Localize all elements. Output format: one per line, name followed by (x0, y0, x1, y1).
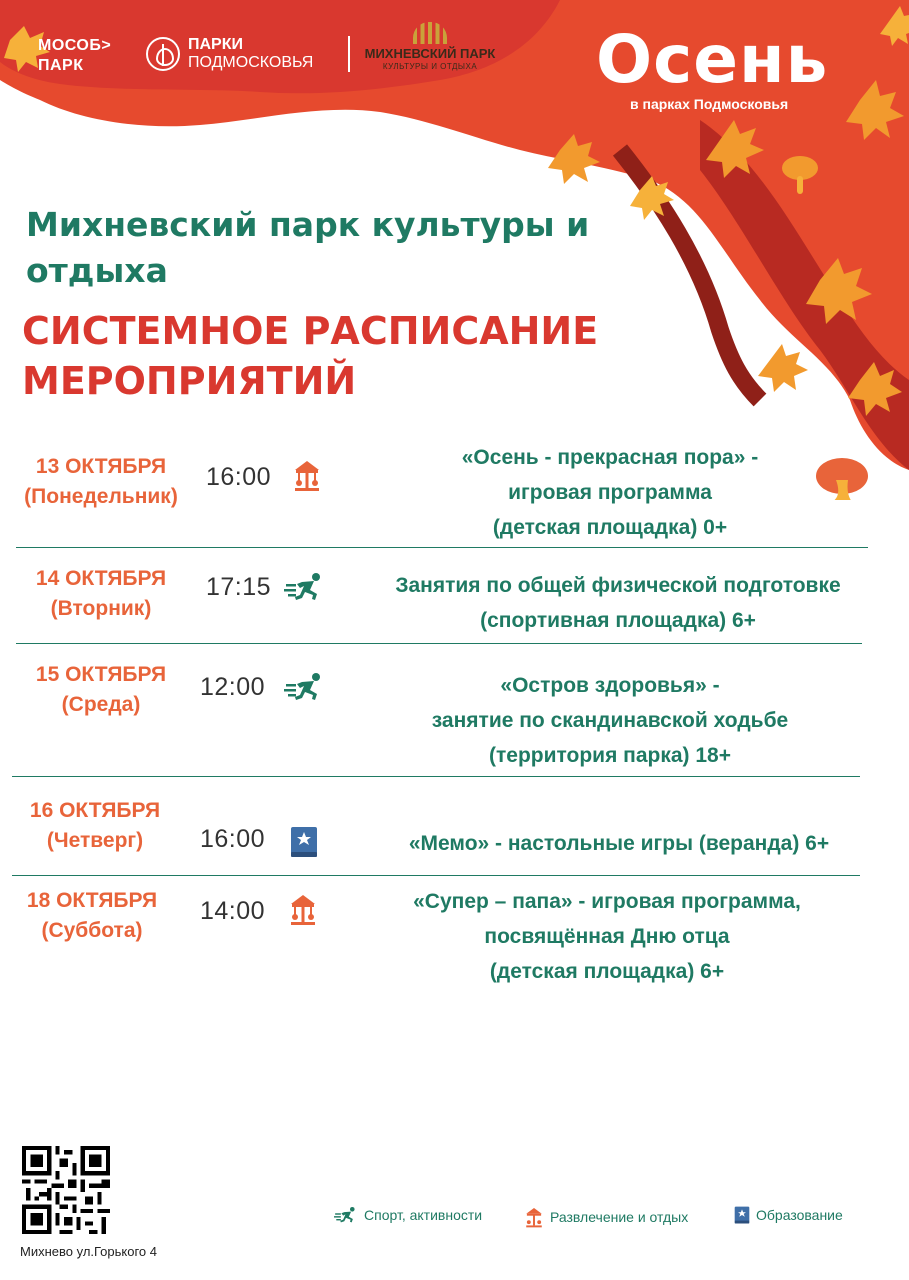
event-time: 16:00 (200, 825, 266, 853)
runner-icon (284, 572, 326, 602)
event-weekday: (Понедельник) (24, 485, 178, 508)
event-line: игровая программа (508, 481, 712, 504)
event-description (352, 884, 862, 989)
event-line: (детская площадка) 6+ (489, 960, 725, 983)
row-divider (12, 776, 860, 777)
season-subtitle: в парках Подмосковья (630, 96, 789, 112)
event-line: (спортивная площадка) 6+ (480, 609, 756, 632)
event-date-day: 13 ОКТЯБРЯ (35, 455, 167, 478)
leaf-circle-icon (146, 37, 180, 71)
mikh-logo-line2: КУЛЬТУРЫ И ОТДЫХА (382, 62, 478, 71)
carousel-icon (292, 458, 322, 492)
event-description (360, 668, 860, 773)
event-weekday: (Среда) (61, 693, 141, 716)
legend-label-entertainment: Развлечение и отдых (550, 1209, 689, 1225)
row-divider (12, 875, 860, 876)
event-date (0, 796, 190, 856)
logo-divider (348, 36, 350, 72)
event-line: (детская площадка) 0+ (492, 516, 728, 539)
event-line: «Супер – папа» - игровая программа, (413, 890, 801, 913)
address-text: Михнево ул.Горького 4 (20, 1244, 158, 1259)
event-line: занятие по скандинавской ходьбе (431, 709, 789, 732)
event-date (6, 452, 196, 512)
event-line: «Мемо» - настольные игры (веранда) 6+ (408, 832, 830, 855)
event-weekday: (Вторник) (50, 597, 152, 620)
legend-label-education: Образование (756, 1207, 843, 1223)
qr-code[interactable] (22, 1146, 110, 1234)
row-divider (16, 547, 868, 548)
wheat-emblem-icon (413, 22, 447, 44)
event-weekday: (Суббота) (41, 919, 143, 942)
carousel-icon (288, 892, 318, 926)
legend-label-sport: Спорт, активности (364, 1207, 483, 1223)
event-time: 12:00 (200, 673, 266, 701)
runner-icon (334, 1206, 358, 1224)
event-date-day: 18 ОКТЯБРЯ (26, 889, 158, 912)
park-name-heading: Михневский парк культуры и отдыха (26, 205, 590, 290)
event-line: «Осень - прекрасная пора» - (461, 446, 759, 469)
event-line: посвящённая Дню отца (484, 925, 730, 948)
event-date (6, 564, 196, 624)
event-weekday: (Четверг) (46, 829, 144, 852)
book-icon (290, 826, 318, 858)
event-time: 14:00 (200, 897, 266, 925)
event-date (6, 660, 196, 720)
parki-logo-line2: ПОДМОСКОВЬЯ (188, 54, 314, 71)
event-description (360, 440, 860, 545)
legend-item-education (734, 1206, 843, 1224)
parki-logo-line1: ПАРКИ (188, 36, 243, 53)
event-date (0, 886, 184, 946)
event-time: 17:15 (206, 573, 272, 601)
runner-icon (284, 672, 326, 702)
event-line: Занятия по общей физической подготовке (395, 574, 841, 597)
parki-podmoskovya-logo (146, 36, 313, 72)
event-description (340, 568, 896, 638)
legend-item-entertainment (524, 1206, 688, 1228)
event-date-day: 15 ОКТЯБРЯ (35, 663, 167, 686)
mosobpark-logo (38, 36, 111, 76)
legend-item-sport (334, 1206, 482, 1224)
carousel-icon (524, 1206, 544, 1228)
mosobpark-logo-line1: МОСОБ> (38, 37, 112, 54)
event-description (352, 826, 886, 861)
mikhnevsky-park-logo (360, 22, 500, 72)
event-date-day: 14 ОКТЯБРЯ (35, 567, 167, 590)
mosobpark-logo-line2: ПАРК (38, 57, 84, 74)
season-title: Осень (596, 21, 829, 98)
row-divider (16, 643, 862, 644)
mikh-logo-line1: МИХНЕВСКИЙ ПАРК (364, 46, 496, 61)
event-date-day: 16 ОКТЯБРЯ (29, 799, 161, 822)
event-line: «Остров здоровья» - (500, 674, 720, 697)
book-icon (734, 1206, 750, 1224)
event-time: 16:00 (206, 463, 272, 491)
event-line: (территория парка) 18+ (488, 744, 731, 767)
schedule-heading: СИСТЕМНОЕ РАСПИСАНИЕ МЕРОПРИЯТИЙ (22, 309, 599, 403)
